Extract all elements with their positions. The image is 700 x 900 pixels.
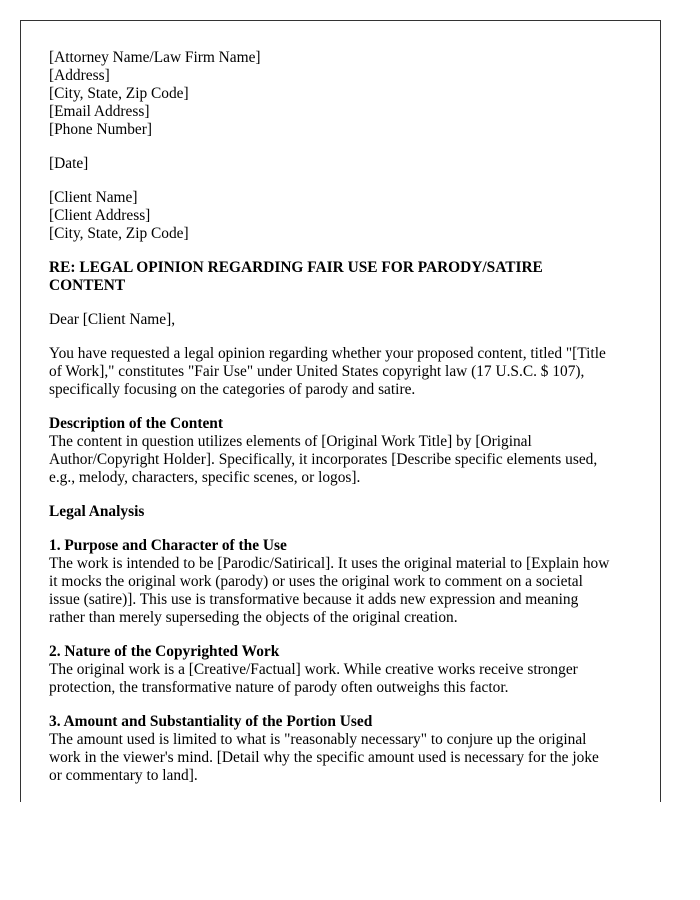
- section-line: work in the viewer's mind. [Detail why the specific amount used is necessary for the joke: [49, 749, 599, 766]
- recipient-city-state-zip: [City, State, Zip Code]: [49, 225, 189, 242]
- recipient-name: [Client Name]: [49, 189, 138, 206]
- description-line: The content in question utilizes elements of [Original Work Title] by [Original: [49, 433, 532, 450]
- subject-line-2: CONTENT: [49, 277, 126, 294]
- subject-line-1: RE: LEGAL OPINION REGARDING FAIR USE FOR PARODY/SATIRE: [49, 259, 543, 276]
- salutation: Dear [Client Name],: [49, 311, 176, 328]
- sender-name: [Attorney Name/Law Firm Name]: [49, 49, 261, 66]
- sender-block: [49, 49, 639, 139]
- intro-line: of Work]," constitutes "Fair Use" under United States copyright law (17 U.S.C. $ 107),: [49, 363, 585, 380]
- section-heading: 2. Nature of the Copyrighted Work: [49, 643, 280, 660]
- intro-line: You have requested a legal opinion regarding whether your proposed content, titled "[Title: [49, 345, 606, 362]
- letter-page: [20, 20, 661, 802]
- description-heading: Description of the Content: [49, 415, 223, 432]
- recipient-block: [49, 189, 639, 243]
- recipient-address: [Client Address]: [49, 207, 151, 224]
- description-line: e.g., melody, characters, specific scenes, or logos].: [49, 469, 361, 486]
- sender-city-state-zip: [City, State, Zip Code]: [49, 85, 189, 102]
- subject-line: [49, 259, 639, 295]
- sender-address: [Address]: [49, 67, 110, 84]
- section-line: The work is intended to be [Parodic/Satirical]. It uses the original material to [Explain how: [49, 555, 610, 572]
- description-line: Author/Copyright Holder]. Specifically, it incorporates [Describe specific elements used,: [49, 451, 598, 468]
- section-nature-of-work: [49, 643, 639, 697]
- section-line: protection, the transformative nature of parody often outweighs this factor.: [49, 679, 509, 696]
- sender-email: [Email Address]: [49, 103, 150, 120]
- section-line: it mocks the original work (parody) or uses the original work to comment on a societal: [49, 573, 583, 590]
- section-amount-substantiality: [49, 713, 639, 785]
- section-purpose-character: [49, 537, 639, 627]
- letter-date: [Date]: [49, 155, 89, 172]
- intro-paragraph: [49, 345, 639, 399]
- legal-analysis-heading: Legal Analysis: [49, 503, 145, 520]
- section-heading: 3. Amount and Substantiality of the Portion Used: [49, 713, 373, 730]
- description-section: [49, 415, 639, 487]
- letter-body: [49, 49, 639, 785]
- section-line: The amount used is limited to what is "reasonably necessary" to conjure up the original: [49, 731, 587, 748]
- sender-phone: [Phone Number]: [49, 121, 153, 138]
- section-heading: 1. Purpose and Character of the Use: [49, 537, 287, 554]
- section-line: rather than merely superseding the objects of the original creation.: [49, 609, 458, 626]
- section-line: The original work is a [Creative/Factual] work. While creative works receive stronger: [49, 661, 578, 678]
- intro-line: specifically focusing on the categories of parody and satire.: [49, 381, 416, 398]
- section-line: issue (satire)]. This use is transformative because it adds new expression and meaning: [49, 591, 579, 608]
- section-line: or commentary to land].: [49, 767, 198, 784]
